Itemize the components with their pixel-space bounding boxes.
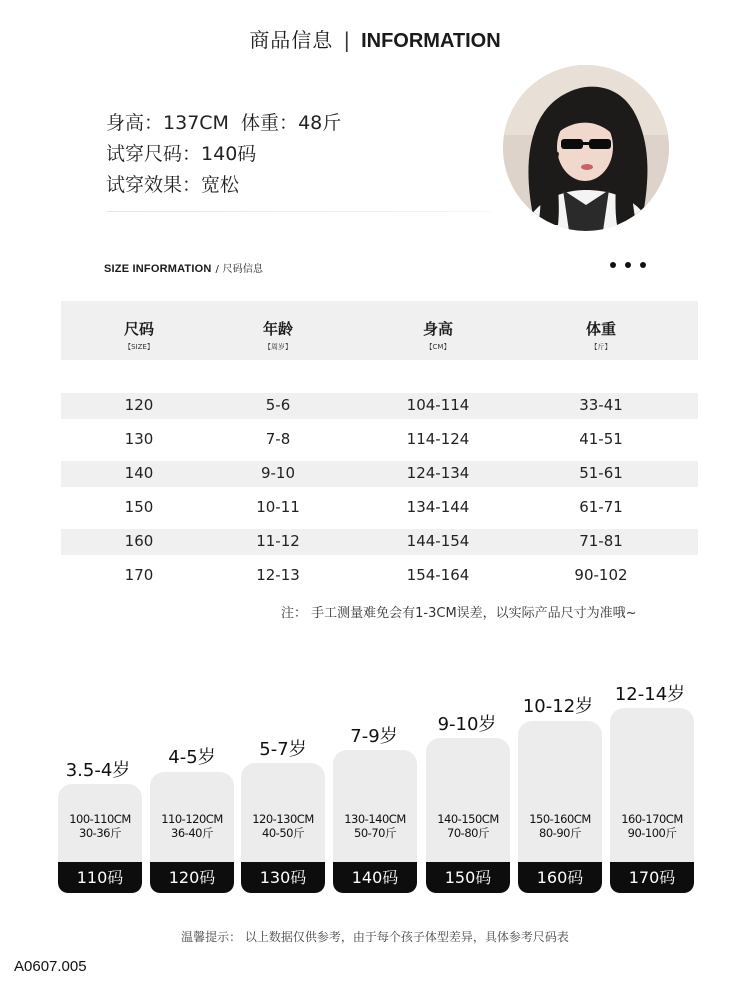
card-height-range: 110-120CM xyxy=(161,812,223,826)
card-weight-range: 36-40斤 xyxy=(171,826,213,840)
table-row xyxy=(61,461,698,487)
card-height-range: 100-110CM xyxy=(69,812,131,826)
table-row xyxy=(61,563,698,589)
info-divider xyxy=(106,211,490,212)
height-label: 身高： xyxy=(106,112,164,134)
card-height-range: 120-130CM xyxy=(252,812,314,826)
card-size-tag: 170码 xyxy=(610,862,694,893)
cell-height: 114-124 xyxy=(406,430,470,448)
cell-height: 134-144 xyxy=(406,498,470,516)
measurement-note: 注： 手工测量难免会有1-3CM误差，以实际产品尺寸为准哦~ xyxy=(281,606,637,621)
fit-value: 宽松 xyxy=(201,174,240,196)
reference-tip: 温馨提示： 以上数据仅供参考，由于每个孩子体型差异，具体参考尺码表 xyxy=(181,930,569,944)
size-card-110 xyxy=(58,784,142,893)
size-card-120 xyxy=(150,772,234,893)
cell-size: 140 xyxy=(124,464,154,482)
age-label: 4-5岁 xyxy=(168,747,216,768)
table-row xyxy=(61,427,698,453)
card-weight-range: 80-90斤 xyxy=(539,826,581,840)
cell-height: 144-154 xyxy=(406,532,470,550)
card-height-range: 140-150CM xyxy=(437,812,499,826)
cell-age: 9-10 xyxy=(260,464,296,482)
col-header-age: 年龄 【周岁】 xyxy=(262,320,293,351)
age-label: 7-9岁 xyxy=(350,726,398,747)
card-weight-range: 70-80斤 xyxy=(447,826,489,840)
size-info-heading xyxy=(104,260,263,275)
cell-size: 130 xyxy=(124,430,154,448)
card-size-tag: 140码 xyxy=(333,862,417,893)
model-avatar-photo xyxy=(503,65,669,231)
cell-age: 5-6 xyxy=(265,396,291,414)
size-card-170 xyxy=(610,708,694,893)
trial-size-label: 试穿尺码： xyxy=(106,143,202,165)
card-size-tag: 110码 xyxy=(58,862,142,893)
header-title-en: INFORMATION xyxy=(361,30,501,52)
card-size-tag: 120码 xyxy=(150,862,234,893)
cell-weight: 41-51 xyxy=(579,430,623,448)
header-separator: | xyxy=(343,28,352,52)
size-info-title-en: SIZE INFORMATION xyxy=(104,263,212,275)
cell-size: 120 xyxy=(124,396,154,414)
size-card-130 xyxy=(241,763,325,893)
model-height-weight xyxy=(106,108,341,135)
cell-weight: 51-61 xyxy=(579,464,623,482)
cell-age: 11-12 xyxy=(256,532,300,550)
cell-age: 7-8 xyxy=(265,430,291,448)
cell-age: 12-13 xyxy=(256,566,300,584)
model-trial-size xyxy=(106,139,256,166)
model-fit-effect xyxy=(106,170,239,197)
col-header-height: 身高 【CM】 xyxy=(422,320,453,351)
card-size-tag: 130码 xyxy=(241,862,325,893)
age-label: 5-7岁 xyxy=(259,739,307,760)
table-row xyxy=(61,495,698,521)
size-table-header xyxy=(61,301,698,360)
card-size-tag: 160码 xyxy=(518,862,602,893)
cell-height: 154-164 xyxy=(406,566,470,584)
cell-weight: 33-41 xyxy=(579,396,623,414)
cell-weight: 71-81 xyxy=(579,532,623,550)
size-card-140 xyxy=(333,750,417,893)
card-height-range: 130-140CM xyxy=(344,812,406,826)
size-card-160 xyxy=(518,721,602,893)
card-size-tag: 150码 xyxy=(426,862,510,893)
product-code: A0607.005 xyxy=(14,958,87,975)
cell-height: 104-114 xyxy=(406,396,470,414)
page-header xyxy=(0,24,750,53)
cell-age: 10-11 xyxy=(256,498,300,516)
card-height-range: 150-160CM xyxy=(529,812,591,826)
col-header-weight: 体重 【斤】 xyxy=(585,320,616,351)
cell-height: 124-134 xyxy=(406,464,470,482)
weight-label: 体重： xyxy=(241,112,299,134)
col-header-size: 尺码 【SIZE】 xyxy=(123,320,154,351)
age-label: 10-12岁 xyxy=(522,696,594,717)
weight-value: 48斤 xyxy=(298,112,342,134)
cell-weight: 61-71 xyxy=(579,498,623,516)
age-label: 9-10岁 xyxy=(437,714,497,735)
size-card-150 xyxy=(426,738,510,893)
cell-size: 160 xyxy=(124,532,154,550)
header-title-cn: 商品信息 xyxy=(249,28,334,52)
card-weight-range: 90-100斤 xyxy=(627,826,677,840)
more-dots-icon xyxy=(610,262,646,270)
age-label: 3.5-4岁 xyxy=(65,760,131,781)
card-weight-range: 30-36斤 xyxy=(79,826,121,840)
cell-size: 150 xyxy=(124,498,154,516)
size-info-title-cn: / 尺码信息 xyxy=(215,264,264,275)
height-value: 137CM xyxy=(163,112,229,134)
card-weight-range: 50-70斤 xyxy=(354,826,396,840)
card-height-range: 160-170CM xyxy=(621,812,683,826)
table-row xyxy=(61,393,698,419)
fit-label: 试穿效果： xyxy=(106,174,202,196)
cell-weight: 90-102 xyxy=(574,566,628,584)
card-weight-range: 40-50斤 xyxy=(262,826,304,840)
trial-size-value: 140码 xyxy=(201,143,257,165)
cell-size: 170 xyxy=(124,566,154,584)
age-label: 12-14岁 xyxy=(614,684,686,705)
table-row xyxy=(61,529,698,555)
